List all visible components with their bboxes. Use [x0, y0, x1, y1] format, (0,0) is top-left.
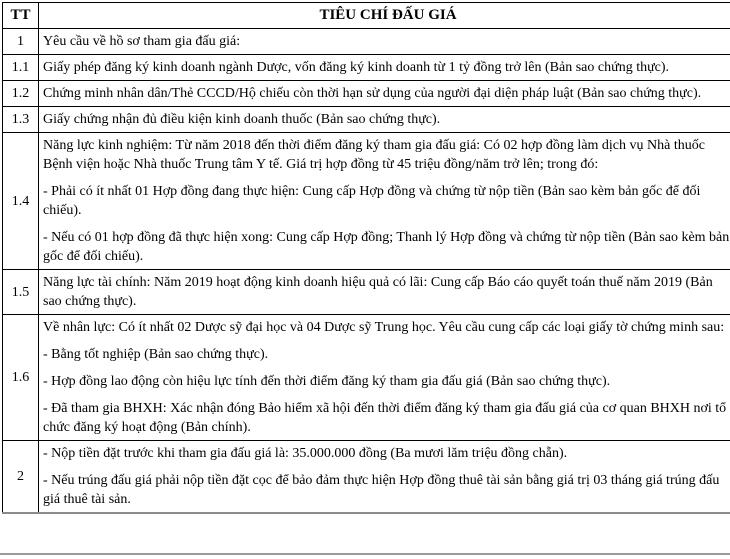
- criteria-paragraph: - Hợp đồng lao động còn hiệu lực tính đến thời điểm đăng ký tham gia đấu giá (Bản sao chứng thực).: [43, 374, 611, 389]
- criteria-paragraph: - Nếu có 01 hợp đồng đã thực hiện xong: Cung cấp Hợp đồng; Thanh lý Hợp đồng và chứng từ nộp tiền (Bản sao kèm bản gốc để đối chiếu).: [43, 230, 730, 264]
- table-row: [3, 81, 730, 107]
- criteria-cell: [39, 29, 730, 55]
- row-number: 1.4: [3, 133, 39, 270]
- row-number: 1.5: [3, 270, 39, 315]
- table-row: [3, 270, 730, 315]
- header-cell-tt: TT: [3, 3, 39, 29]
- row-number: 1.6: [3, 315, 39, 441]
- criteria-cell: [39, 133, 730, 270]
- criteria-paragraph: - Nếu trúng đấu giá phải nộp tiền đặt cọc để bảo đảm thực hiện Hợp đồng thuê tài sản bằng giá trị 03 tháng giá trúng đấu giá thuê tài sản.: [43, 473, 720, 507]
- criteria-paragraph: Năng lực tài chính: Năm 2019 hoạt động kinh doanh hiệu quả có lãi: Cung cấp Báo cáo quyết toán thuế năm 2019 (Bản sao chứng thực).: [43, 275, 713, 309]
- page-bottom-divider: [0, 553, 730, 555]
- criteria-cell: [39, 81, 730, 107]
- auction-criteria-table-body: [3, 29, 730, 514]
- criteria-cell: [39, 270, 730, 315]
- criteria-cell: [39, 441, 730, 514]
- criteria-paragraph: Yêu cầu về hồ sơ tham gia đấu giá:: [43, 34, 241, 49]
- table-row: [3, 55, 730, 81]
- auction-criteria-table: [2, 2, 730, 514]
- criteria-paragraph: Năng lực kinh nghiệm: Từ năm 2018 đến thời điểm đăng ký tham gia đấu giá: Có 02 hợp đồng làm dịch vụ Nhà thuốc Bệnh viện hoặc Nhà thuốc Trung tâm Y tế. Giá trị hợp đồng từ 45 triệu đồng/năm trở lên; trong đó:: [43, 138, 705, 172]
- table-row: [3, 133, 730, 270]
- criteria-cell: [39, 107, 730, 133]
- criteria-paragraph: - Phải có ít nhất 01 Hợp đồng đang thực hiện: Cung cấp Hợp đồng và chứng từ nộp tiền (Bản sao kèm bản gốc để đối chiếu).: [43, 184, 701, 218]
- criteria-cell: [39, 315, 730, 441]
- row-number: 2: [3, 441, 39, 514]
- table-row: [3, 441, 730, 514]
- table-row: [3, 29, 730, 55]
- criteria-paragraph: - Nộp tiền đặt trước khi tham gia đấu giá là: 35.000.000 đồng (Ba mươi lăm triệu đồng chẵn).: [43, 446, 568, 461]
- criteria-paragraph: Giấy chứng nhận đủ điều kiện kinh doanh thuốc (Bản sao chứng thực).: [43, 112, 441, 127]
- header-cell-criteria: TIÊU CHÍ ĐẤU GIÁ: [39, 3, 730, 29]
- row-number: 1.2: [3, 81, 39, 107]
- criteria-paragraph: Về nhân lực: Có ít nhất 02 Dược sỹ đại học và 04 Dược sỹ Trung học. Yêu cầu cung cấp các loại giấy tờ chứng minh sau:: [43, 320, 725, 335]
- criteria-paragraph: Giấy phép đăng ký kinh doanh ngành Dược, vốn đăng ký kinh doanh từ 1 tỷ đồng trở lên (Bản sao chứng thực).: [43, 60, 670, 75]
- row-number: 1: [3, 29, 39, 55]
- criteria-paragraph: Chứng minh nhân dân/Thẻ CCCD/Hộ chiếu còn thời hạn sử dụng của người đại diện pháp luật (Bản sao chứng thực).: [43, 86, 702, 101]
- table-header-row: [3, 3, 730, 29]
- criteria-paragraph: - Đã tham gia BHXH: Xác nhận đóng Bảo hiểm xã hội đến thời điểm đăng ký tham gia đấu giá của cơ quan BHXH nơi tổ chức đăng ký hoạt động (Bản chính).: [43, 401, 727, 435]
- row-number: 1.1: [3, 55, 39, 81]
- table-row: [3, 315, 730, 441]
- row-number: 1.3: [3, 107, 39, 133]
- criteria-paragraph: - Bằng tốt nghiệp (Bản sao chứng thực).: [43, 347, 269, 362]
- table-row: [3, 107, 730, 133]
- criteria-cell: [39, 55, 730, 81]
